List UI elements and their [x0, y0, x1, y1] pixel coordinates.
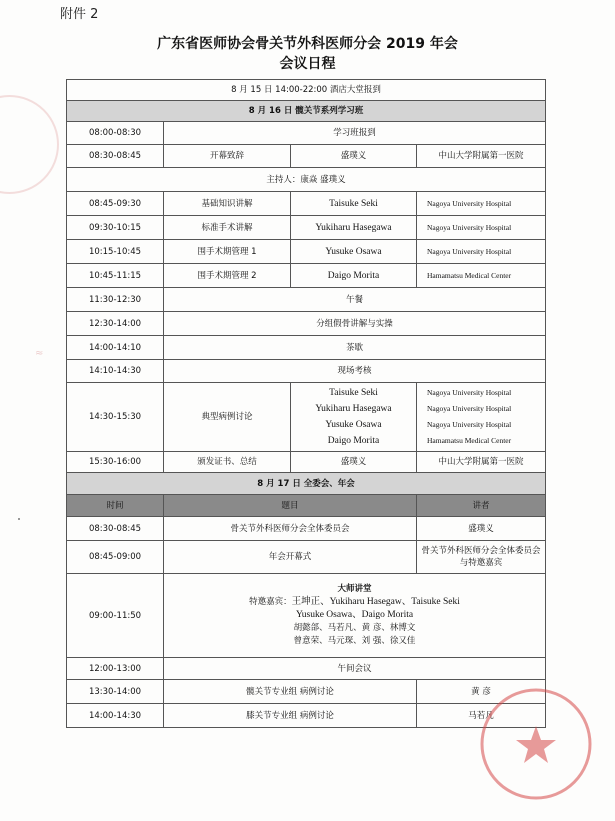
session-cell: 茶歇	[164, 336, 546, 360]
host-cell: 主持人：康焱 盛璞义	[67, 168, 546, 192]
time-cell: 08:45-09:30	[67, 192, 164, 216]
table-row	[67, 658, 546, 680]
topic-cell: 典型病例讨论	[164, 383, 291, 452]
topic-cell: 膝关节专业组 病例讨论	[164, 704, 417, 728]
table-row	[67, 336, 546, 360]
speaker-cell: 盛璞义	[291, 452, 417, 473]
speaker-cell: 骨关节外科医师分会全体委员会与特邀嘉宾	[417, 541, 546, 574]
guest-line: Yusuke Osawa、Daigo Morita	[295, 610, 414, 620]
time-cell: 11:30-12:30	[67, 288, 164, 312]
guest-label: 特邀嘉宾：	[249, 597, 292, 607]
session-cell: 午餐	[164, 288, 546, 312]
speaker-name: Taisuke Seki	[329, 388, 378, 398]
time-cell: 12:30-14:00	[67, 312, 164, 336]
table-row	[67, 517, 546, 541]
org-name: Hamamatsu Medical Center	[427, 436, 512, 445]
speaker-cell: 马若凡	[417, 704, 546, 728]
org-list	[417, 383, 546, 452]
org-cell: Nagoya University Hospital	[417, 240, 546, 264]
table-row	[67, 704, 546, 728]
session-cell: 学习班报到	[164, 122, 546, 145]
table-row	[67, 680, 546, 704]
time-cell: 09:00-11:50	[67, 574, 164, 658]
table-row	[67, 168, 546, 192]
time-cell: 09:30-10:15	[67, 216, 164, 240]
day16-header: 8 月 16 日 髋关节系列学习班	[67, 101, 546, 122]
time-cell: 08:30-08:45	[67, 517, 164, 541]
time-cell: 08:30-08:45	[67, 145, 164, 168]
time-cell: 10:15-10:45	[67, 240, 164, 264]
table-row	[67, 145, 546, 168]
table-row	[67, 312, 546, 336]
org-name: Nagoya University Hospital	[427, 388, 512, 397]
speaker-cell: Yusuke Osawa	[291, 240, 417, 264]
guest-line: 曾意荣、马元琛、刘 强、徐又佳	[293, 636, 416, 646]
table-row	[67, 240, 546, 264]
table-row	[67, 473, 546, 495]
scan-speck	[18, 518, 20, 520]
table-row	[67, 288, 546, 312]
document-subtitle: 会议日程	[279, 56, 336, 72]
time-cell: 14:00-14:10	[67, 336, 164, 360]
master-lecture-title: 大师讲堂	[337, 584, 372, 594]
table-row	[67, 216, 546, 240]
master-lecture-cell	[164, 574, 546, 658]
guest-line: 胡懿郃、马若凡、黄 彦、林博文	[293, 623, 416, 633]
official-seal	[478, 686, 594, 802]
speaker-name: Yukiharu Hasegawa	[315, 404, 392, 414]
topic-cell: 开幕致辞	[164, 145, 291, 168]
arrival-note: 8 月 15 日 14:00-22:00 酒店大堂报到	[67, 80, 546, 101]
topic-cell: 围手术期管理 2	[164, 264, 291, 288]
time-cell: 12:00-13:00	[67, 658, 164, 680]
table-row	[67, 192, 546, 216]
column-header-topic: 题目	[164, 495, 417, 517]
seal-star	[516, 726, 556, 763]
topic-cell: 标准手术讲解	[164, 216, 291, 240]
speaker-cell: Daigo Morita	[291, 264, 417, 288]
faint-mark: ≈	[35, 348, 44, 359]
table-row	[67, 101, 546, 122]
document-title: 广东省医师协会骨关节外科医师分会 2019 年会	[157, 36, 458, 52]
table-row	[67, 541, 546, 574]
session-cell: 现场考核	[164, 360, 546, 383]
time-cell: 13:30-14:00	[67, 680, 164, 704]
table-row	[67, 122, 546, 145]
time-cell: 14:10-14:30	[67, 360, 164, 383]
speaker-cell: Taisuke Seki	[291, 192, 417, 216]
speaker-cell: 盛璞义	[417, 517, 546, 541]
day17-header: 8 月 17 日 全委会、年会	[67, 473, 546, 495]
guest-names: 王坤正、Yukiharu Hasegaw、Taisuke Seki	[291, 597, 460, 607]
time-cell: 14:30-15:30	[67, 383, 164, 452]
table-row	[67, 452, 546, 473]
org-cell: 中山大学附属第一医院	[417, 145, 546, 168]
session-cell: 午间会议	[164, 658, 546, 680]
org-name: Nagoya University Hospital	[427, 404, 512, 413]
topic-cell: 围手术期管理 1	[164, 240, 291, 264]
topic-cell: 年会开幕式	[164, 541, 417, 574]
column-header-time: 时间	[67, 495, 164, 517]
speaker-cell: 盛璞义	[291, 145, 417, 168]
time-cell: 08:00-08:30	[67, 122, 164, 145]
table-row	[67, 383, 546, 452]
attachment-label: 附件 2	[60, 7, 99, 22]
column-header-speaker: 讲者	[417, 495, 546, 517]
table-row	[67, 574, 546, 658]
time-cell: 14:00-14:30	[67, 704, 164, 728]
org-cell: Nagoya University Hospital	[417, 192, 546, 216]
speaker-name: Yusuke Osawa	[325, 420, 382, 430]
topic-cell: 髋关节专业组 病例讨论	[164, 680, 417, 704]
org-cell: 中山大学附属第一医院	[417, 452, 546, 473]
schedule-table	[66, 79, 546, 728]
org-name: Nagoya University Hospital	[427, 420, 512, 429]
topic-cell: 骨关节外科医师分会全体委员会	[164, 517, 417, 541]
org-cell: Nagoya University Hospital	[417, 216, 546, 240]
speaker-list	[291, 383, 417, 452]
time-cell: 15:30-16:00	[67, 452, 164, 473]
column-header-row	[67, 495, 546, 517]
org-cell: Hamamatsu Medical Center	[417, 264, 546, 288]
session-cell: 分组假骨讲解与实操	[164, 312, 546, 336]
guest-line	[166, 596, 543, 609]
time-cell: 08:45-09:00	[67, 541, 164, 574]
table-row	[67, 80, 546, 101]
speaker-name: Daigo Morita	[327, 436, 380, 446]
speaker-cell: 黄 彦	[417, 680, 546, 704]
faint-stamp-left	[0, 95, 59, 194]
topic-cell: 基础知识讲解	[164, 192, 291, 216]
speaker-cell: Yukiharu Hasegawa	[291, 216, 417, 240]
topic-cell: 颁发证书、总结	[164, 452, 291, 473]
table-row	[67, 360, 546, 383]
table-row	[67, 264, 546, 288]
time-cell: 10:45-11:15	[67, 264, 164, 288]
